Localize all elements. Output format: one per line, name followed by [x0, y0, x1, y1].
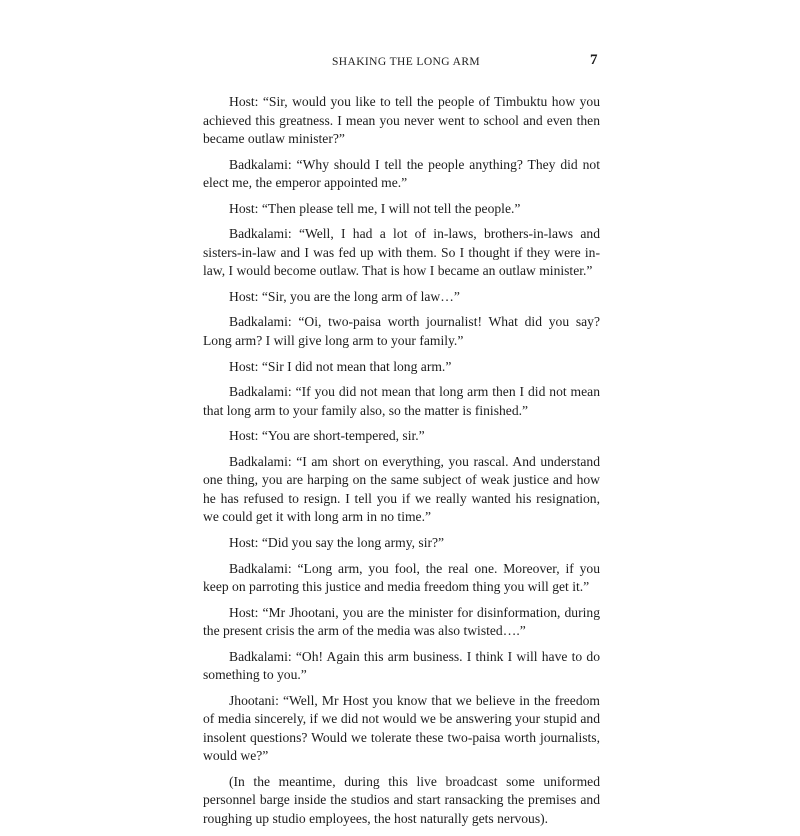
paragraph: Badkalami: “Well, I had a lot of in-laws, brothers-in-laws and sisters-in-law and I was fed up with them. So I thought if they were in-law, I would become outlaw. That is how I became an outlaw minister.” — [203, 226, 600, 279]
paragraph: Host: “Sir, would you like to tell the people of Timbuktu how you achieved this greatness. I mean you never went to school and even then became outlaw minister?” — [203, 94, 600, 146]
paragraph: Host: “Sir I did not mean that long arm.” — [229, 358, 452, 374]
paragraph: Badkalami: “I am short on everything, you rascal. And understand one thing, you are harping on the same subject of weak justice and how he has refused to resign. I tell you if we really wanted his resignation, we could get it with long arm in no time.” — [203, 453, 600, 525]
page-number: 7 — [590, 52, 598, 68]
paragraph: Host: “Then please tell me, I will not tell the people.” — [229, 200, 521, 216]
paragraph: Badkalami: “Oh! Again this arm business. I think I will have to do something to you.” — [203, 648, 600, 683]
paragraph: Badkalami: “Why should I tell the people anything? They did not elect me, the emperor appointed me.” — [203, 156, 600, 191]
paragraph: Host: “You are short-tempered, sir.” — [229, 428, 425, 444]
running-head-title: SHAKING THE LONG ARM — [331, 56, 481, 68]
paragraph: Badkalami: “Long arm, you fool, the real one. Moreover, if you keep on parroting this justice and media freedom thing you will get it.” — [203, 560, 600, 595]
paragraph: Badkalami: “If you did not mean that long arm then I did not mean that long arm to your family also, so the matter is finished.” — [203, 384, 600, 418]
paragraph: Badkalami: “Oi, two-paisa worth journalist! What did you say? Long arm? I will give long arm to your family.” — [203, 314, 600, 348]
paragraph: Host: “Did you say the long army, sir?” — [229, 534, 445, 550]
paragraph: Host: “Sir, you are the long arm of law…” — [229, 288, 460, 304]
paragraph: (In the meantime, during this live broadcast some uniformed personnel barge inside the studios and start ransacking the premises and roughing up studio employees, the host naturally gets nervous). — [203, 773, 600, 826]
body-text — [203, 93, 600, 836]
paragraph: Host: “Mr Jhootani, you are the minister for disinformation, during the present crisis the arm of the media was also twisted….” — [203, 604, 600, 639]
paragraph: Jhootani: “Well, Mr Host you know that we believe in the freedom of media sincerely, if we did not would we be answering your stupid and insolent questions? Would we tolerate these two-paisa worth journalists, would we?” — [203, 692, 600, 764]
